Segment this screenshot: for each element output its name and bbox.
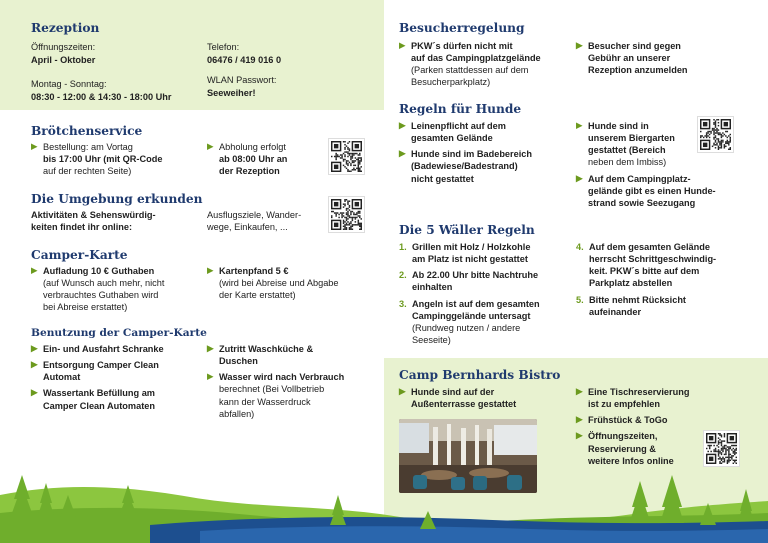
list-item: ▶ Hunde sind in unserem Biergarten gestattet (Bereich neben dem Imbiss) — [576, 120, 675, 168]
arrow-bullet-icon: ▶ — [31, 359, 38, 370]
benutzung-left-list — [31, 343, 164, 416]
wlan-label: WLAN Passwort: — [207, 75, 277, 85]
list-item: ▶ PKW´s dürfen nicht mit auf das Campingplatzgelände (Parken stattdessen auf dem Besucherparkplatz) — [399, 40, 541, 88]
rezeption-title: Rezeption — [31, 21, 100, 35]
list-item: ▶ Öffnungszeiten, Reservierung & weitere Infos online — [576, 430, 674, 466]
list-item: ▶ Kartenpfand 5 € (wird bei Abreise und Abgabe der Karte erstattet) — [207, 265, 339, 301]
hunde-left-list — [399, 120, 532, 189]
list-item: 2. Ab 22.00 Uhr bitte Nachtruhe einhalten — [399, 270, 539, 293]
list-item: ▶ Ein- und Ausfahrt Schranke — [31, 343, 164, 354]
waeller-title: Die 5 Wäller Regeln — [399, 223, 535, 237]
umgebung-title: Die Umgebung erkunden — [31, 192, 203, 206]
wlan-value: Seeweiher! — [207, 88, 256, 98]
list-item: ▶ Zutritt Waschküche & Duschen — [207, 343, 314, 367]
broetchen-title: Brötchenservice — [31, 124, 143, 138]
arrow-bullet-icon: ▶ — [207, 371, 214, 382]
list-item: ▶ Hunde sind auf der Außenterrasse gestattet — [399, 386, 517, 410]
arrow-bullet-icon: ▶ — [399, 40, 406, 50]
broetchen-left-list — [31, 141, 162, 181]
qr-code-icon[interactable] — [328, 196, 365, 233]
opening-label: Öffnungszeiten: — [31, 42, 96, 52]
arrow-bullet-icon: ▶ — [576, 430, 583, 441]
list-item: ▶ Besucher sind gegen Gebühr an unserer Rezeption anzumelden — [576, 40, 688, 76]
camper-karte-title: Camper-Karte — [31, 248, 128, 262]
landscape-footer — [0, 455, 768, 543]
arrow-bullet-icon: ▶ — [31, 141, 38, 151]
list-item: ▶ Bestellung: am Vortag bis 17:00 Uhr (mit QR-Code auf der rechten Seite) — [31, 141, 163, 177]
list-item: ▶ Hunde sind im Badebereich (Badewiese/Badestrand) nicht gestattet — [399, 148, 532, 184]
list-item: 4. Auf dem gesamten Gelände herrscht Schrittgeschwindig- keit. PKW´s bitte auf dem Parkplatz abstellen — [576, 242, 717, 289]
list-item: 5. Bitte nehmt Rücksicht aufeinander — [576, 294, 686, 317]
list-item: ▶ Eine Tischreservierung ist zu empfehlen — [576, 386, 690, 410]
phone-value: 06476 / 419 016 0 — [207, 55, 282, 65]
list-item: ▶ Wasser wird nach Verbrauch berechnet (Bei Vollbetrieb kann der Wasserdruck abfallen) — [207, 371, 345, 419]
arrow-bullet-icon: ▶ — [31, 343, 38, 353]
umgebung-left-line-1: Aktivitäten & Sehenswürdig- — [31, 210, 156, 220]
phone-label: Telefon: — [207, 42, 240, 52]
opening-value: April - Oktober — [31, 55, 96, 65]
arrow-bullet-icon: ▶ — [399, 386, 406, 396]
list-item: ▶ Aufladung 10 € Guthaben (auf Wunsch auch mehr, nicht verbrauchtes Guthaben wird bei Abreise erstattet) — [31, 265, 165, 313]
arrow-bullet-icon: ▶ — [31, 265, 38, 275]
list-item: ▶ Abholung erfolgt ab 08:00 Uhr an der Rezeption — [207, 141, 288, 177]
days-label: Montag - Sonntag: — [31, 79, 107, 89]
list-item: ▶ Frühstück & ToGo — [576, 414, 668, 426]
waeller-right-list — [576, 241, 716, 322]
umgebung-right-line-2: wege, Einkaufen, ... — [207, 222, 288, 232]
broetchen-right-list — [207, 141, 287, 181]
besucher-left-list — [399, 40, 541, 93]
camper-karte-left-list — [31, 265, 164, 318]
list-item: ▶ Leinenpflicht auf dem gesamten Gelände — [399, 120, 506, 144]
umgebung-right-line-1: Ausflugsziele, Wander- — [207, 210, 302, 220]
arrow-bullet-icon: ▶ — [399, 120, 406, 130]
arrow-bullet-icon: ▶ — [576, 386, 583, 396]
arrow-bullet-icon: ▶ — [207, 343, 214, 353]
benutzung-title: Benutzung der Camper-Karte — [31, 327, 207, 339]
list-item: ▶ Wassertank Befüllung am Camper Clean Automaten — [31, 387, 155, 411]
arrow-bullet-icon: ▶ — [576, 40, 583, 50]
list-item: 3. Angeln ist auf dem gesamten Campinggelände untersagt (Rundweg nutzen / andere Seeseite) — [399, 298, 540, 345]
arrow-bullet-icon: ▶ — [576, 172, 583, 183]
hunde-right-list — [576, 120, 716, 213]
list-item: 1. Grillen mit Holz / Holzkohle am Platz ist nicht gestattet — [399, 242, 531, 265]
benutzung-right-list — [207, 343, 344, 424]
qr-code-icon[interactable] — [697, 116, 734, 153]
list-item: ▶ Entsorgung Camper Clean Automat — [31, 359, 159, 383]
bistro-title: Camp Bernhards Bistro — [399, 368, 561, 382]
arrow-bullet-icon: ▶ — [399, 148, 406, 159]
waeller-left-list — [399, 241, 540, 350]
arrow-bullet-icon: ▶ — [31, 387, 38, 398]
umgebung-left-line-2: keiten findet ihr online: — [31, 222, 133, 232]
besucher-title: Besucherregelung — [399, 21, 525, 35]
camper-karte-right-list — [207, 265, 339, 305]
arrow-bullet-icon: ▶ — [207, 265, 214, 275]
arrow-bullet-icon: ▶ — [576, 120, 583, 130]
besucher-right-list — [576, 40, 688, 80]
hunde-title: Regeln für Hunde — [399, 102, 522, 116]
bistro-left-list — [399, 386, 516, 414]
arrow-bullet-icon: ▶ — [576, 414, 583, 425]
hours-value: 08:30 - 12:00 & 14:30 - 18:00 Uhr — [31, 92, 172, 102]
qr-code-icon[interactable] — [328, 138, 365, 175]
list-item: ▶ Auf dem Campingplatz- gelände gibt es einen Hunde- strand sowie Seezugang — [576, 172, 716, 208]
arrow-bullet-icon: ▶ — [207, 141, 214, 151]
